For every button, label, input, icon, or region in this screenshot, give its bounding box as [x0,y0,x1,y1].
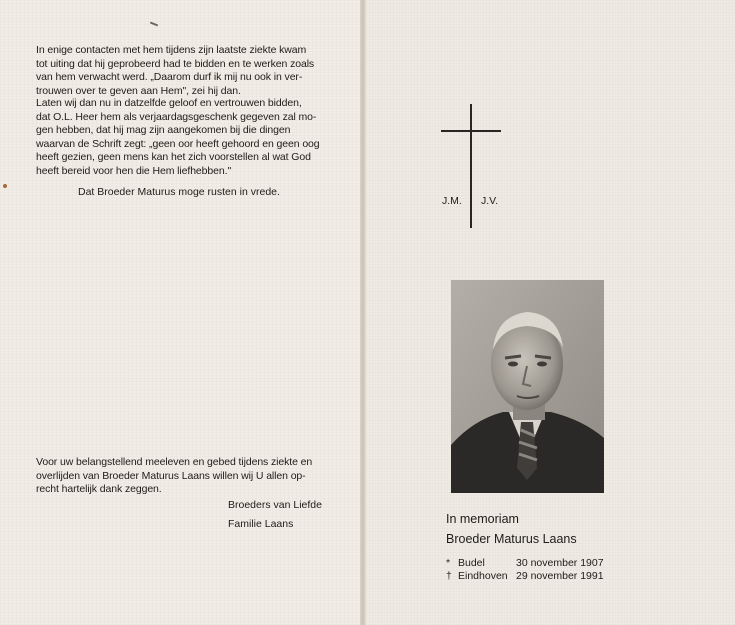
rest-in-peace-line: Dat Broeder Maturus moge rusten in vrede. [78,186,280,198]
prayer-paragraph [36,97,336,179]
prayer-line: waarvan de Schrift zegt: „geen oor heeft gehoord en geen oog [36,137,320,150]
intro-line: van hem verwacht werd. „Daarom durf ik mij nu ook in ver- [36,71,303,84]
prayer-line: dat O.L. Heer hem als verjaardagsgeschenk gegeven zal mo- [36,110,317,123]
birth-date: 30 november 1907 [516,557,604,569]
birth-symbol: * [446,557,451,569]
prayer-line: heeft gezien, geen mens kan het zich voorstellen al wat God [36,151,311,164]
signatory-brothers: Broeders van Liefde [228,499,322,511]
birth-place: Budel [458,557,485,569]
prayer-line: Laten wij dan nu in datzelfde geloof en vertrouwen bidden, [36,97,302,109]
deceased-name: Broeder Maturus Laans [446,532,577,546]
portrait-photo [451,280,604,493]
intro-line: trouwen over te geven aan Hem", zei hij dan. [36,84,241,97]
thanks-paragraph [36,456,334,497]
death-symbol: † [446,570,452,582]
initials-jv: J.V. [481,195,499,207]
cross-icon-bar [441,130,501,132]
signatory-family: Familie Laans [228,518,294,530]
in-memoriam-heading: In memoriam [446,512,519,526]
intro-line: tot uiting dat hij geprobeerd had te bidden en te werken zoals [36,57,315,70]
prayer-line: heeft bereid voor hen die Hem liefhebben." [36,164,232,177]
portrait-illustration [451,280,604,493]
initials-jm: J.M. [442,195,462,207]
cross-icon [470,104,472,228]
intro-line: In enige contacten met hem tijdens zijn laatste ziekte kwam [36,44,307,56]
paper-stain [3,184,7,188]
death-date: 29 november 1991 [516,570,604,582]
thanks-line: Voor uw belangstellend meeleven en gebed tijdens ziekte en [36,456,313,468]
left-panel [0,0,362,625]
prayer-line: gen hebben, dat hij mag zijn aangekomen bij die dingen [36,124,291,137]
thanks-line: recht hartelijk dank zeggen. [36,483,162,496]
intro-paragraph [36,44,336,98]
thanks-line: overlijden van Broeder Maturus Laans willen wij U allen op- [36,469,306,482]
paper-mark [150,22,158,27]
death-place: Eindhoven [458,570,508,582]
